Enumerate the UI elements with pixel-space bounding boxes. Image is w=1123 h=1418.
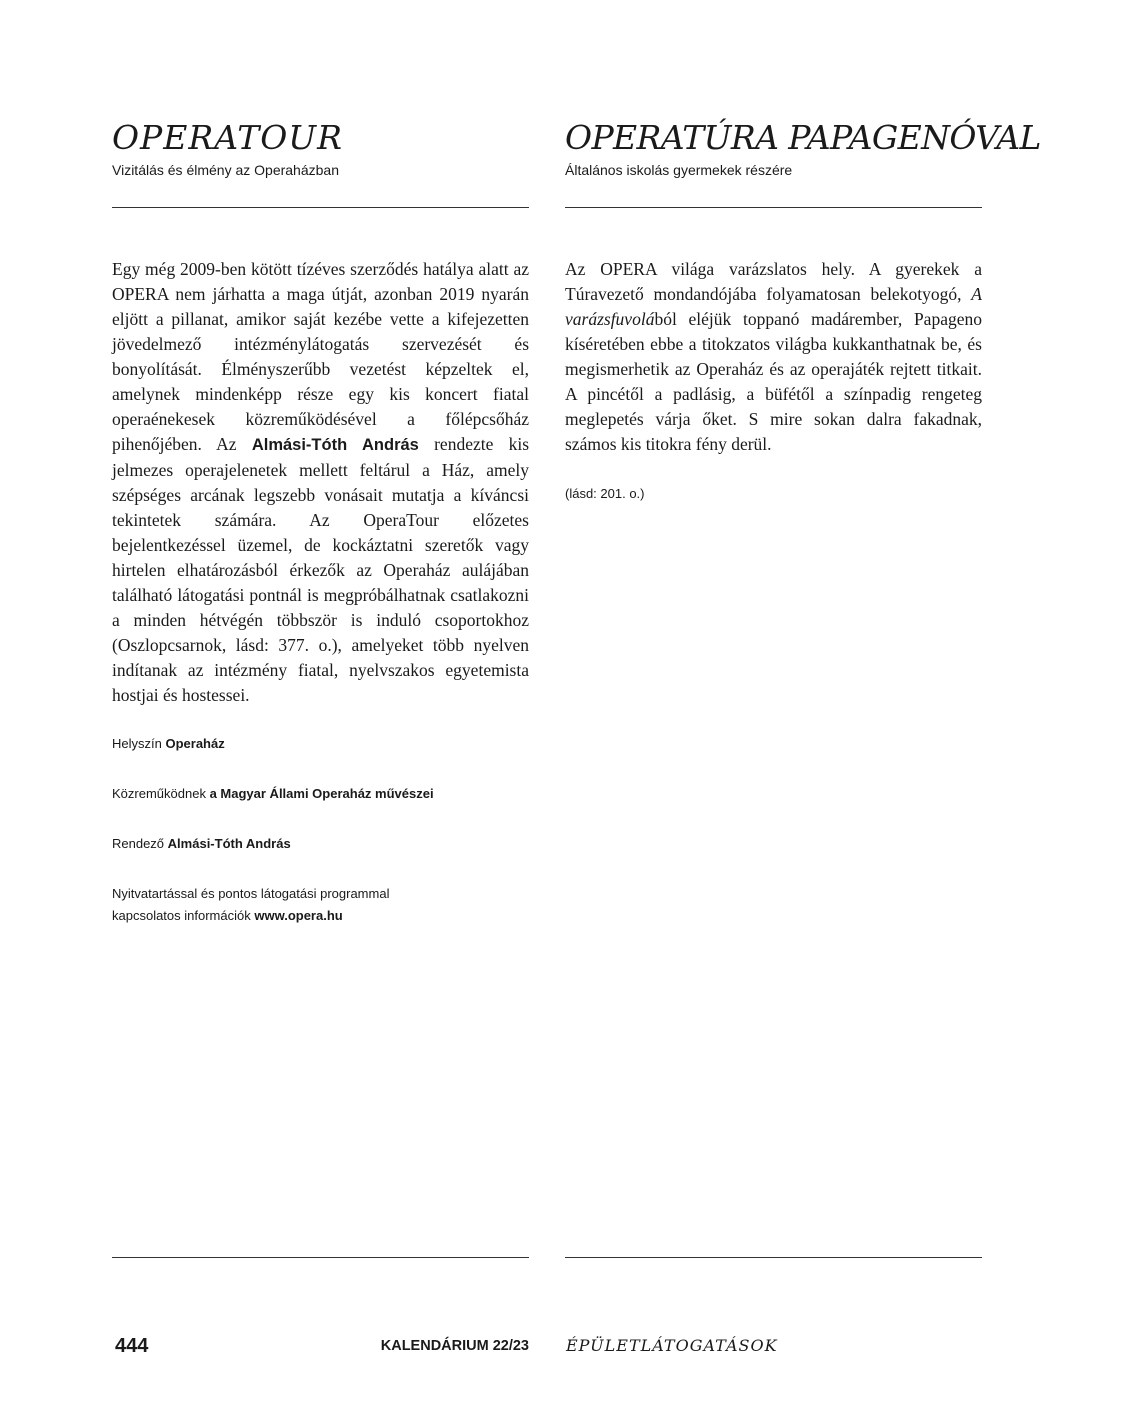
section-name: ÉPÜLETLÁTOGATÁSOK	[566, 1336, 778, 1355]
director-name-inline: Almási-Tóth András	[251, 436, 419, 454]
opera-title-italic: A varázsfuvolá	[565, 284, 982, 329]
venue-value: Operaház	[165, 736, 225, 751]
venue-info	[112, 733, 529, 755]
contact-line1: Nyitvatartással és pontos látogatási programmal	[112, 886, 390, 901]
top-divider	[565, 207, 982, 208]
article-title: OPERATÚRA PAPAGENÓVAL	[565, 118, 1041, 157]
bottom-divider	[112, 1257, 529, 1258]
performers-value: a Magyar Állami Operaház művészei	[209, 786, 434, 801]
article-title: OPERATOUR	[112, 118, 343, 157]
body-text-part: Egy még 2009-ben kötött tízéves szerződés hatálya alatt az OPERA nem járhatta a maga útját, azonban 2019 nyarán eljött a pillanat, amikor saját kezébe vette a kifejezetten jövedelmező intézménylátogatás szervezését és bonyolítását. Élményszerűbb vezetést képzeltek el, amelynek mindenképp része egy kis koncert fiatal operaénekesek közreműködésével a főlépcsőház pihenőjében. Az	[112, 259, 529, 454]
top-divider	[112, 207, 529, 208]
venue-label: Helyszín	[112, 736, 162, 751]
article-body	[112, 257, 529, 708]
body-text-part: rendezte kis jelmezes operajelenetek mellett feltárul a Ház, amely szépséges arcának legszebb vonásait mutatja a kíváncsi tekintetek számára. Az OperaTour előzetes bejelentkezéssel üzemel, de kockáztatni szeretők vagy hirtelen elhatározásból érkezők az Operaház aulájában található látogatási pontnál is megpróbálhatnak csatlakozni a minden hétvégén többször is induló csoportokhoz (Oszlopcsarnok, lásd: 377. o.), amelyeket több nyelven indítanak az intézmény fiatal, nyelvszakos egyetemista hostjai és hostessei.	[112, 434, 530, 705]
director-label: Rendező	[112, 836, 165, 851]
director-value: Almási-Tóth András	[167, 836, 291, 851]
contact-line2-label: kapcsolatos információk	[112, 908, 251, 923]
performers-info	[112, 783, 529, 805]
website-link[interactable]: www.opera.hu	[254, 908, 343, 923]
page-reference: (lásd: 201. o.)	[565, 486, 645, 501]
article-subtitle: Általános iskolás gyermekek részére	[565, 162, 793, 178]
contact-info	[112, 883, 529, 927]
bottom-divider	[565, 1257, 982, 1258]
director-info	[112, 833, 529, 855]
body-text-part: ból eléjük toppanó madárember, Papageno kíséretében ebbe a titokzatos világba kukkanthatnak be, és megismerhetik az Operaház és az operajáték rejtett titkait. A pincétől a padlásig, a büfétől a színpadig rengeteg meglepetés várja őket. S mire sokan dalra fakadnak, számos kis titokra fény derül.	[565, 309, 982, 454]
body-text-part: Az OPERA világa varázslatos hely. A gyerekek a Túravezető mondandójába folyamatosan belekotyogó,	[565, 259, 982, 304]
publication-name: KALENDÁRIUM 22/23	[380, 1338, 529, 1354]
article-subtitle: Vizitálás és élmény az Operaházban	[112, 162, 339, 178]
article-body	[565, 257, 982, 457]
page-number: 444	[115, 1335, 149, 1357]
performers-label: Közreműködnek	[112, 786, 206, 801]
